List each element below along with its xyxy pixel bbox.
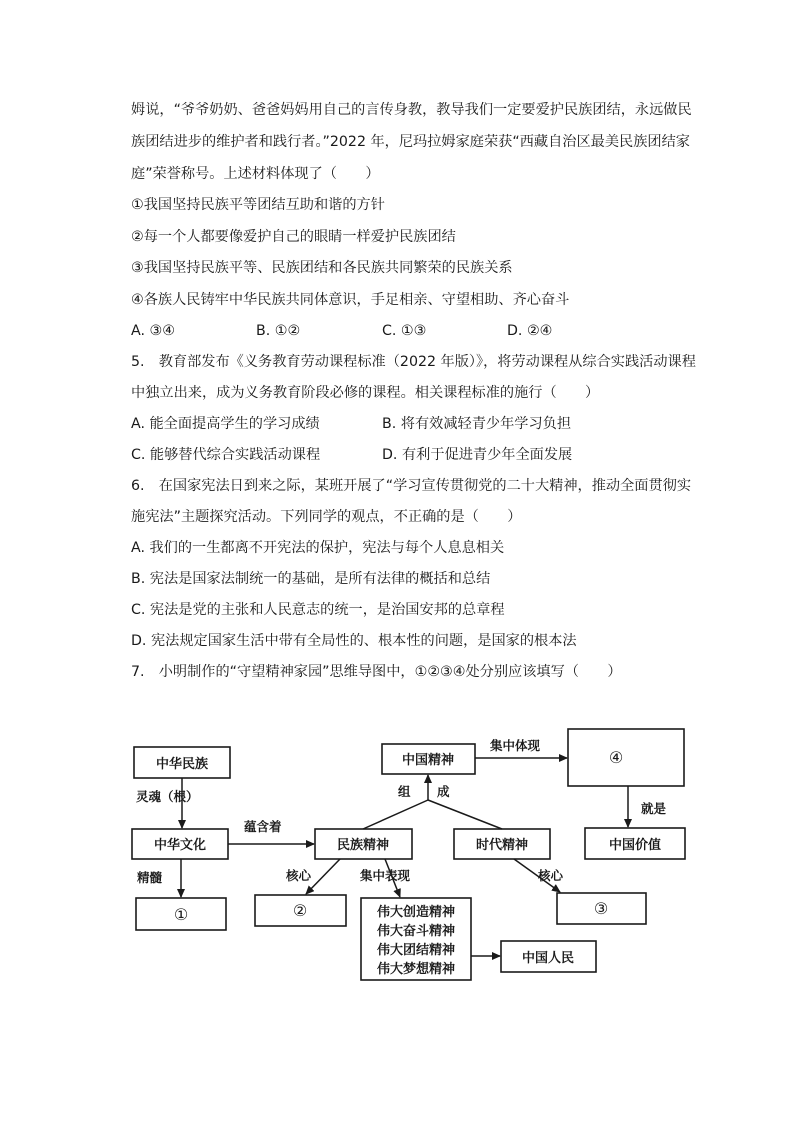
node-zhongguo-jiazhi: [585, 828, 685, 859]
q4-option-b[interactable]: B. ①②: [256, 323, 301, 339]
line-minzu-to-zucheng: [363, 800, 428, 829]
q4-stem-line-2: 族团结进步的维护者和践行者。”2022 年，尼玛拉姆家庭荣获“西藏自治区最美民族团结家: [131, 134, 690, 150]
q4-statement-1: ①我国坚持民族平等团结互助和谐的方针: [131, 197, 385, 213]
q5-option-c[interactable]: C. 能够替代综合实践活动课程: [131, 447, 321, 463]
edge-label-zu: 组: [398, 784, 411, 799]
q5-option-b[interactable]: B. 将有效减轻青少年学习负担: [382, 416, 572, 432]
edge-label-cheng: 成: [437, 784, 450, 799]
node-blank-2: [255, 895, 346, 926]
svg-text:伟大创造精神: 伟大创造精神: [376, 905, 456, 920]
q7-stem: 7. 小明制作的“守望精神家园”思维导图中，①②③④处分别应该填写（ ）: [131, 664, 622, 680]
node-blank-1: [136, 898, 226, 930]
q4-stem-line-3: 庭”荣誉称号。上述材料体现了（ ）: [131, 166, 380, 182]
q6-stem-line-2: 施宪法”主题探究活动。下列同学的观点，不正确的是（ ）: [131, 509, 522, 525]
svg-text:中华文化: 中华文化: [153, 838, 207, 853]
q6-option-a[interactable]: A. 我们的一生都离不开宪法的保护，宪法与每个人息息相关: [131, 540, 505, 556]
q4-stem-line-1: 姆说，“爷爷奶奶、爸爸妈妈用自己的言传身教，教导我们一定要爱护民族团结，永远做民: [131, 102, 692, 118]
svg-text:中华民族: 中华民族: [155, 757, 209, 772]
node-shidai-jingshen: [454, 829, 550, 859]
node-zhonghua-minzu: [134, 747, 230, 778]
q4-statement-2: ②每一个人都要像爱护自己的眼睛一样爱护民族团结: [131, 229, 456, 245]
svg-text:②: ②: [292, 901, 308, 920]
q4-statement-3: ③我国坚持民族平等、民族团结和各民族共同繁荣的民族关系: [131, 260, 513, 276]
svg-text:时代精神: 时代精神: [475, 838, 529, 853]
q6-stem-line-1: 6. 在国家宪法日到来之际，某班开展了“学习宣传贯彻党的二十大精神，推动全面贯彻实: [131, 478, 692, 494]
q6-option-d[interactable]: D. 宪法规定国家生活中带有全局性的、根本性的问题，是国家的根本法: [131, 633, 577, 649]
edge-label-hexin-left: 核心: [286, 868, 312, 883]
svg-text:①: ①: [173, 905, 189, 924]
svg-text:④: ④: [608, 748, 624, 767]
line-shidai-to-zucheng: [428, 800, 502, 829]
svg-text:伟大团结精神: 伟大团结精神: [376, 943, 456, 958]
svg-text:伟大梦想精神: 伟大梦想精神: [376, 962, 456, 977]
edge-label-yunhanzhe: 蕴含着: [244, 819, 282, 834]
node-blank-3: [557, 893, 646, 924]
q5-option-a[interactable]: A. 能全面提高学生的学习成绩: [131, 416, 320, 432]
svg-text:③: ③: [593, 899, 609, 918]
q4-option-a[interactable]: A. ③④: [131, 323, 175, 339]
edge-label-jizhong-tixian: 集中体现: [490, 738, 541, 753]
arrow-minzu-jingshen-to-blank2: [306, 859, 340, 894]
edge-label-hexin-right: 核心: [538, 868, 564, 883]
q4-option-d[interactable]: D. ②④: [507, 323, 553, 339]
node-minzu-jingshen: [315, 829, 412, 859]
svg-text:中国人民: 中国人民: [521, 951, 575, 966]
svg-text:民族精神: 民族精神: [336, 838, 390, 853]
node-blank-4: [568, 729, 684, 786]
node-zhongguo-jingshen: [382, 744, 475, 774]
edge-label-jingsui: 精髓: [137, 870, 163, 885]
node-zhonghua-wenhua: [132, 829, 228, 859]
q4-statement-4: ④各族人民铸牢中华民族共同体意识，手足相亲、守望相助、齐心奋斗: [131, 292, 570, 308]
q4-option-c[interactable]: C. ①③: [382, 323, 427, 339]
q6-option-c[interactable]: C. 宪法是党的主张和人民意志的统一，是治国安邦的总章程: [131, 602, 505, 618]
edge-label-jiushi: 就是: [641, 801, 667, 816]
q6-option-b[interactable]: B. 宪法是国家法制统一的基础，是所有法律的概括和总结: [131, 571, 491, 587]
q5-option-d[interactable]: D. 有利于促进青少年全面发展: [382, 447, 573, 463]
edge-label-linghun: 灵魂（根）: [136, 789, 199, 804]
q5-stem-line-2: 中独立出来，成为义务教育阶段必修的课程。相关课程标准的施行（ ）: [131, 385, 600, 401]
svg-text:中国精神: 中国精神: [401, 753, 455, 768]
svg-text:中国价值: 中国价值: [608, 838, 662, 853]
node-zhongguo-renmin: [501, 941, 596, 972]
edge-label-jizhong-biaoxian: 集中表现: [360, 868, 411, 883]
q5-stem-line-1: 5. 教育部发布《义务教育劳动课程标准（2022 年版）》，将劳动课程从综合实践活动课程: [131, 354, 696, 370]
node-weida-jingshen-list: [361, 898, 471, 980]
svg-text:伟大奋斗精神: 伟大奋斗精神: [376, 924, 456, 939]
